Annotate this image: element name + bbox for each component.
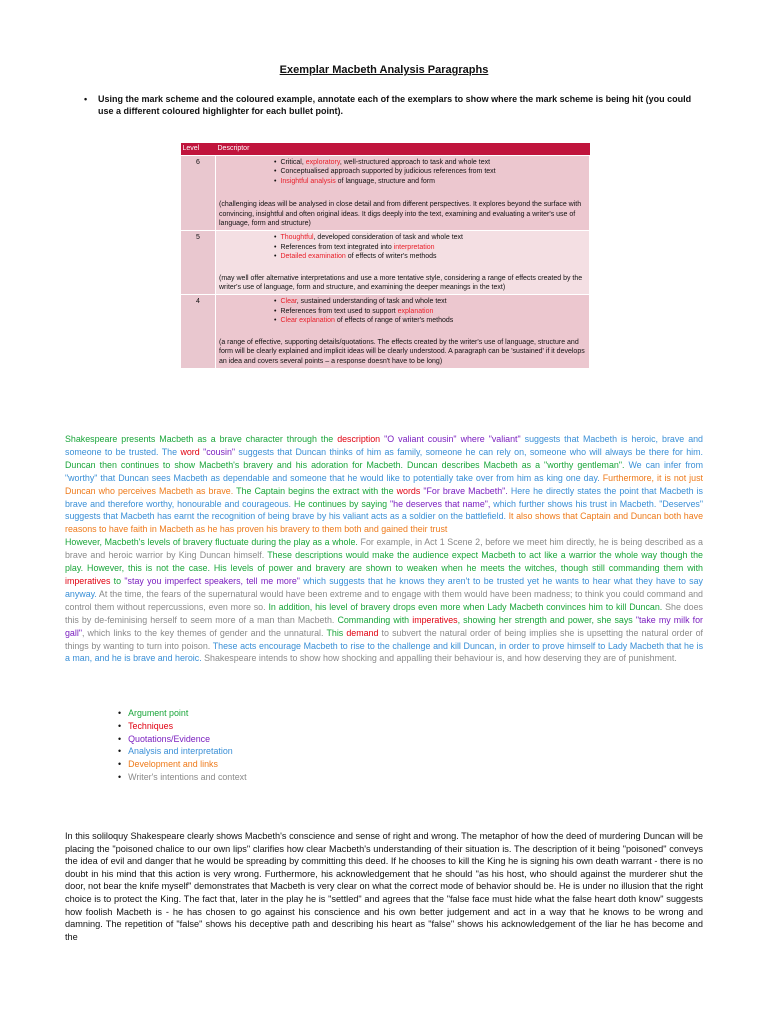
level-cell: 5 xyxy=(181,231,216,295)
analysis-span: We can infer from "worthy" that Duncan sees Macbeth as dependable and someone that he would like to potentially take over from him as king one day. xyxy=(65,459,703,483)
instruction-item xyxy=(84,93,698,117)
descriptor-bullets xyxy=(274,297,586,325)
context-span: to subvert the natural order of being implies she is upsetting the natural order of things by wanting to turn into poison. xyxy=(65,627,703,651)
mark-scheme-header-row xyxy=(181,143,590,156)
descriptor-bullet xyxy=(274,243,586,252)
descriptor-cell xyxy=(216,295,590,368)
descriptor-bullet xyxy=(274,177,586,186)
header-level: Level xyxy=(181,143,216,156)
technique-span: description xyxy=(337,434,381,444)
development-span: It also shows that Captain and Duncan both have reasons to have faith in Macbeth as he has proven his bravery to them both and gained their trust xyxy=(65,511,704,535)
quotation-span: "cousin" xyxy=(199,446,239,457)
key-label: Quotations/Evidence xyxy=(128,733,211,744)
analysis-span: which further shows his trust in Macbeth. "Deserves" suggests that Macbeth has earnt the recognition of being brave by his valiant acts as a soldier on the battlefield. xyxy=(65,498,703,522)
argument-span: to xyxy=(110,575,125,586)
descriptor-bullet xyxy=(274,316,586,325)
argument-span: However, Macbeth's levels of bravery fluctuate during the play as a whole. xyxy=(65,537,361,548)
argument-span: He continues by saying xyxy=(293,498,390,509)
argument-span: The Captain begins the extract with the xyxy=(236,485,397,496)
descriptor-bullet xyxy=(274,158,586,167)
argument-span: These descriptions would make the audience expect Macbeth to act like a warrior the whole way though the play. However, this is not the case. His levels of power and bravery are shown to weaken when he meets the witches, though still commanding them with xyxy=(65,550,703,574)
key-item-development xyxy=(118,758,247,771)
key-label: Argument point xyxy=(128,708,189,718)
context-span: Shakespeare intends to show how shocking and appalling their behaviour is, and how deserving they are of punishment. xyxy=(204,653,677,664)
descriptor-note: (a range of effective, supporting details/quotations. The effects created by the writer's use of language, structure and form will be clearly explained and implicit ideas will be clearly understood. A paragraph can be 'sustained' if it develops an idea and covers several points – a response doesn't have to be long) xyxy=(219,338,585,365)
page-title: Exemplar Macbeth Analysis Paragraphs xyxy=(279,64,489,76)
keyword: explanation xyxy=(397,307,434,315)
key-item-analysis xyxy=(118,745,247,758)
technique-span: imperatives xyxy=(65,575,111,586)
level-cell: 6 xyxy=(181,156,216,231)
keyword: Clear explanation xyxy=(280,317,335,325)
bullet-text: of language, structure and form xyxy=(335,177,435,185)
key-label: Techniques xyxy=(128,720,174,731)
analysis-span: suggests that Macbeth is heroic, brave and someone to be trusted. xyxy=(65,434,703,457)
bullet-text: Conceptualised approach supported by judicious references from text xyxy=(280,168,496,176)
analysis-span: which suggests that he knows they aren't to be trusted yet he wants to hear what they have to say anyway. xyxy=(65,575,703,599)
descriptor-bullet xyxy=(274,233,586,242)
analysis-span: suggests that Duncan thinks of him as family, someone he can rely on, someone who will always be there for him. xyxy=(238,446,703,457)
argument-span: This xyxy=(326,627,347,638)
mark-scheme-row xyxy=(181,295,590,368)
bullet-text: , well-structured approach to task and whole text xyxy=(339,159,491,166)
example-paragraph xyxy=(65,433,703,665)
descriptor-cell xyxy=(216,156,590,231)
quotation-span: "For brave Macbeth". xyxy=(420,485,511,496)
keyword: exploratory xyxy=(305,159,340,166)
technique-span: words xyxy=(396,485,421,496)
mark-scheme-table xyxy=(180,143,590,369)
descriptor-bullets xyxy=(274,233,586,261)
exemplar-paragraph: In this soliloquy Shakespeare clearly shows Macbeth's conscience and sense of right and wrong. The metaphor of how the deed of murdering Duncan will be placing the "poisoned chalice to our own lips" clarifies how clear Macbeth's understanding of their situation is. The description of it being "poisoned" conveys the idea of evil and danger that he would be spreading by committing this deed. If he chooses to kill the King he is signing his own death warrant - there is no doubt in his mind that this action is very wrong. Furthermore, his acknowledgement that he should "as his host, who should against the murderer shut the door, not bear the knife myself" demonstrates that Macbeth is very clear on what the correct mode of behavior should be. He is under no illusion that the right choice is to protect the King. The fact that, later in the play he is "settled" and agrees that the "false face must hide what the false heart doth know" suggests how foolish Macbeth is - he has chosen to go against his conscience and his own better judgement and act in a way that he knows to be wrong and damning. The repetition of "false" shows his deceptive path and describing his heart as "false" shows his acknowledgement of the liar he has become and the xyxy=(65,831,703,942)
key-item-context xyxy=(118,771,247,784)
bullet-text: References from text used to support xyxy=(280,307,398,315)
descriptor-bullets xyxy=(274,158,586,186)
descriptor-bullet xyxy=(274,297,586,306)
key-label: Analysis and interpretation xyxy=(128,746,233,757)
analysis-span: The xyxy=(161,446,181,457)
quotation-span: "he deserves that name", xyxy=(389,498,494,509)
descriptor-note: (challenging ideas will be analysed in close detail and from different perspectives. It explores beyond the surface with convincing, insightful and often original ideas. It digs deeply into the text, examining and evaluating a writer's use of language, form and structure) xyxy=(219,201,582,228)
descriptor-bullet xyxy=(274,167,586,176)
context-span: She does this by de-feminising herself to seem more of a man than Macbeth. xyxy=(65,601,703,625)
key-item-techniques xyxy=(118,720,247,733)
technique-span: imperatives xyxy=(412,614,458,625)
bullet-text: Critical, xyxy=(280,159,306,166)
descriptor-bullet xyxy=(274,307,586,316)
bullet-text: of effects of range of writer's methods xyxy=(334,317,454,325)
descriptor-cell xyxy=(216,231,590,295)
argument-span: , showing her strength and power, she says xyxy=(457,614,636,625)
technique-span: word xyxy=(180,446,200,457)
keyword: interpretation xyxy=(393,243,435,251)
quotation-span: "stay you imperfect speakers, tell me more" xyxy=(124,575,304,586)
context-span: For example, in Act 1 Scene 2, before we meet him directly, he is being described as a brave and heroic warrior by King Duncan himself. xyxy=(65,537,703,561)
argument-span: Commanding with xyxy=(337,614,413,625)
header-descriptor: Descriptor xyxy=(216,143,590,156)
analysis-span: Here he directly states the point that Macbeth is brave and therefore worthy, honourable and courageous. xyxy=(65,485,703,509)
key-item-argument xyxy=(118,707,247,720)
development-span: Furthermore, it is not just Duncan who perceives Macbeth as brave. xyxy=(65,472,703,496)
analysis-span: These acts encourage Macbeth to rise to the challenge and kill Duncan, in order to prove himself to Lady Macbeth that he is a man, and he is brave and heroic. xyxy=(65,640,704,664)
keyword: Clear xyxy=(280,298,297,306)
mark-scheme-row xyxy=(181,231,590,295)
argument-span: In addition, his level of bravery drops even more when Lady Macbeth convinces him to kill Duncan. xyxy=(268,601,666,612)
colour-key xyxy=(118,707,247,784)
instruction-text: Using the mark scheme and the coloured example, annotate each of the exemplars to show where the mark scheme is being hit (you could use a different coloured highlighter for each bullet point). xyxy=(98,94,692,116)
key-item-quotations xyxy=(118,733,247,746)
argument-span: Duncan then continues to show Macbeth's bravery and his adoration for Macbeth. Duncan describes Macbeth as a "worthy gentleman". xyxy=(65,459,629,470)
quotation-span: "take my milk for gall" xyxy=(65,614,703,638)
argument-span: Shakespeare presents Macbeth as a brave character through the xyxy=(65,434,338,444)
keyword: Thoughtful xyxy=(280,234,314,242)
descriptor-bullet xyxy=(274,252,586,261)
technique-span: demand xyxy=(346,627,379,638)
keyword: Insightful analysis xyxy=(280,177,336,185)
keyword: Detailed examination xyxy=(280,253,346,261)
mark-scheme-row xyxy=(181,156,590,231)
quotation-span: where "valiant" xyxy=(460,434,525,444)
level-cell: 4 xyxy=(181,295,216,368)
context-span: At the time, the fears of the supernatural would have been extreme and to engage with them would have been madness; to think you could command and control them without repercussions, even more so. xyxy=(65,588,703,612)
context-span: , which links to the key themes of gender and the unnatural. xyxy=(81,627,327,638)
descriptor-note: (may well offer alternative interpretations and use a more tentative style, considering a range of effects created by the writer's use of language, form and structure, and examining the deeper meanings in the text) xyxy=(219,274,583,292)
bullet-text: , sustained understanding of task and whole text xyxy=(296,298,447,306)
bullet-text: References from text integrated into xyxy=(280,243,394,251)
bullet-text: of effects of writer's methods xyxy=(345,253,437,261)
key-label: Development and links xyxy=(128,759,218,770)
quotation-span: "O valiant cousin" xyxy=(380,434,461,444)
bullet-text: , developed consideration of task and whole text xyxy=(313,234,463,242)
key-label: Writer's intentions and context xyxy=(128,771,247,782)
bullet-icon: • xyxy=(84,94,88,104)
